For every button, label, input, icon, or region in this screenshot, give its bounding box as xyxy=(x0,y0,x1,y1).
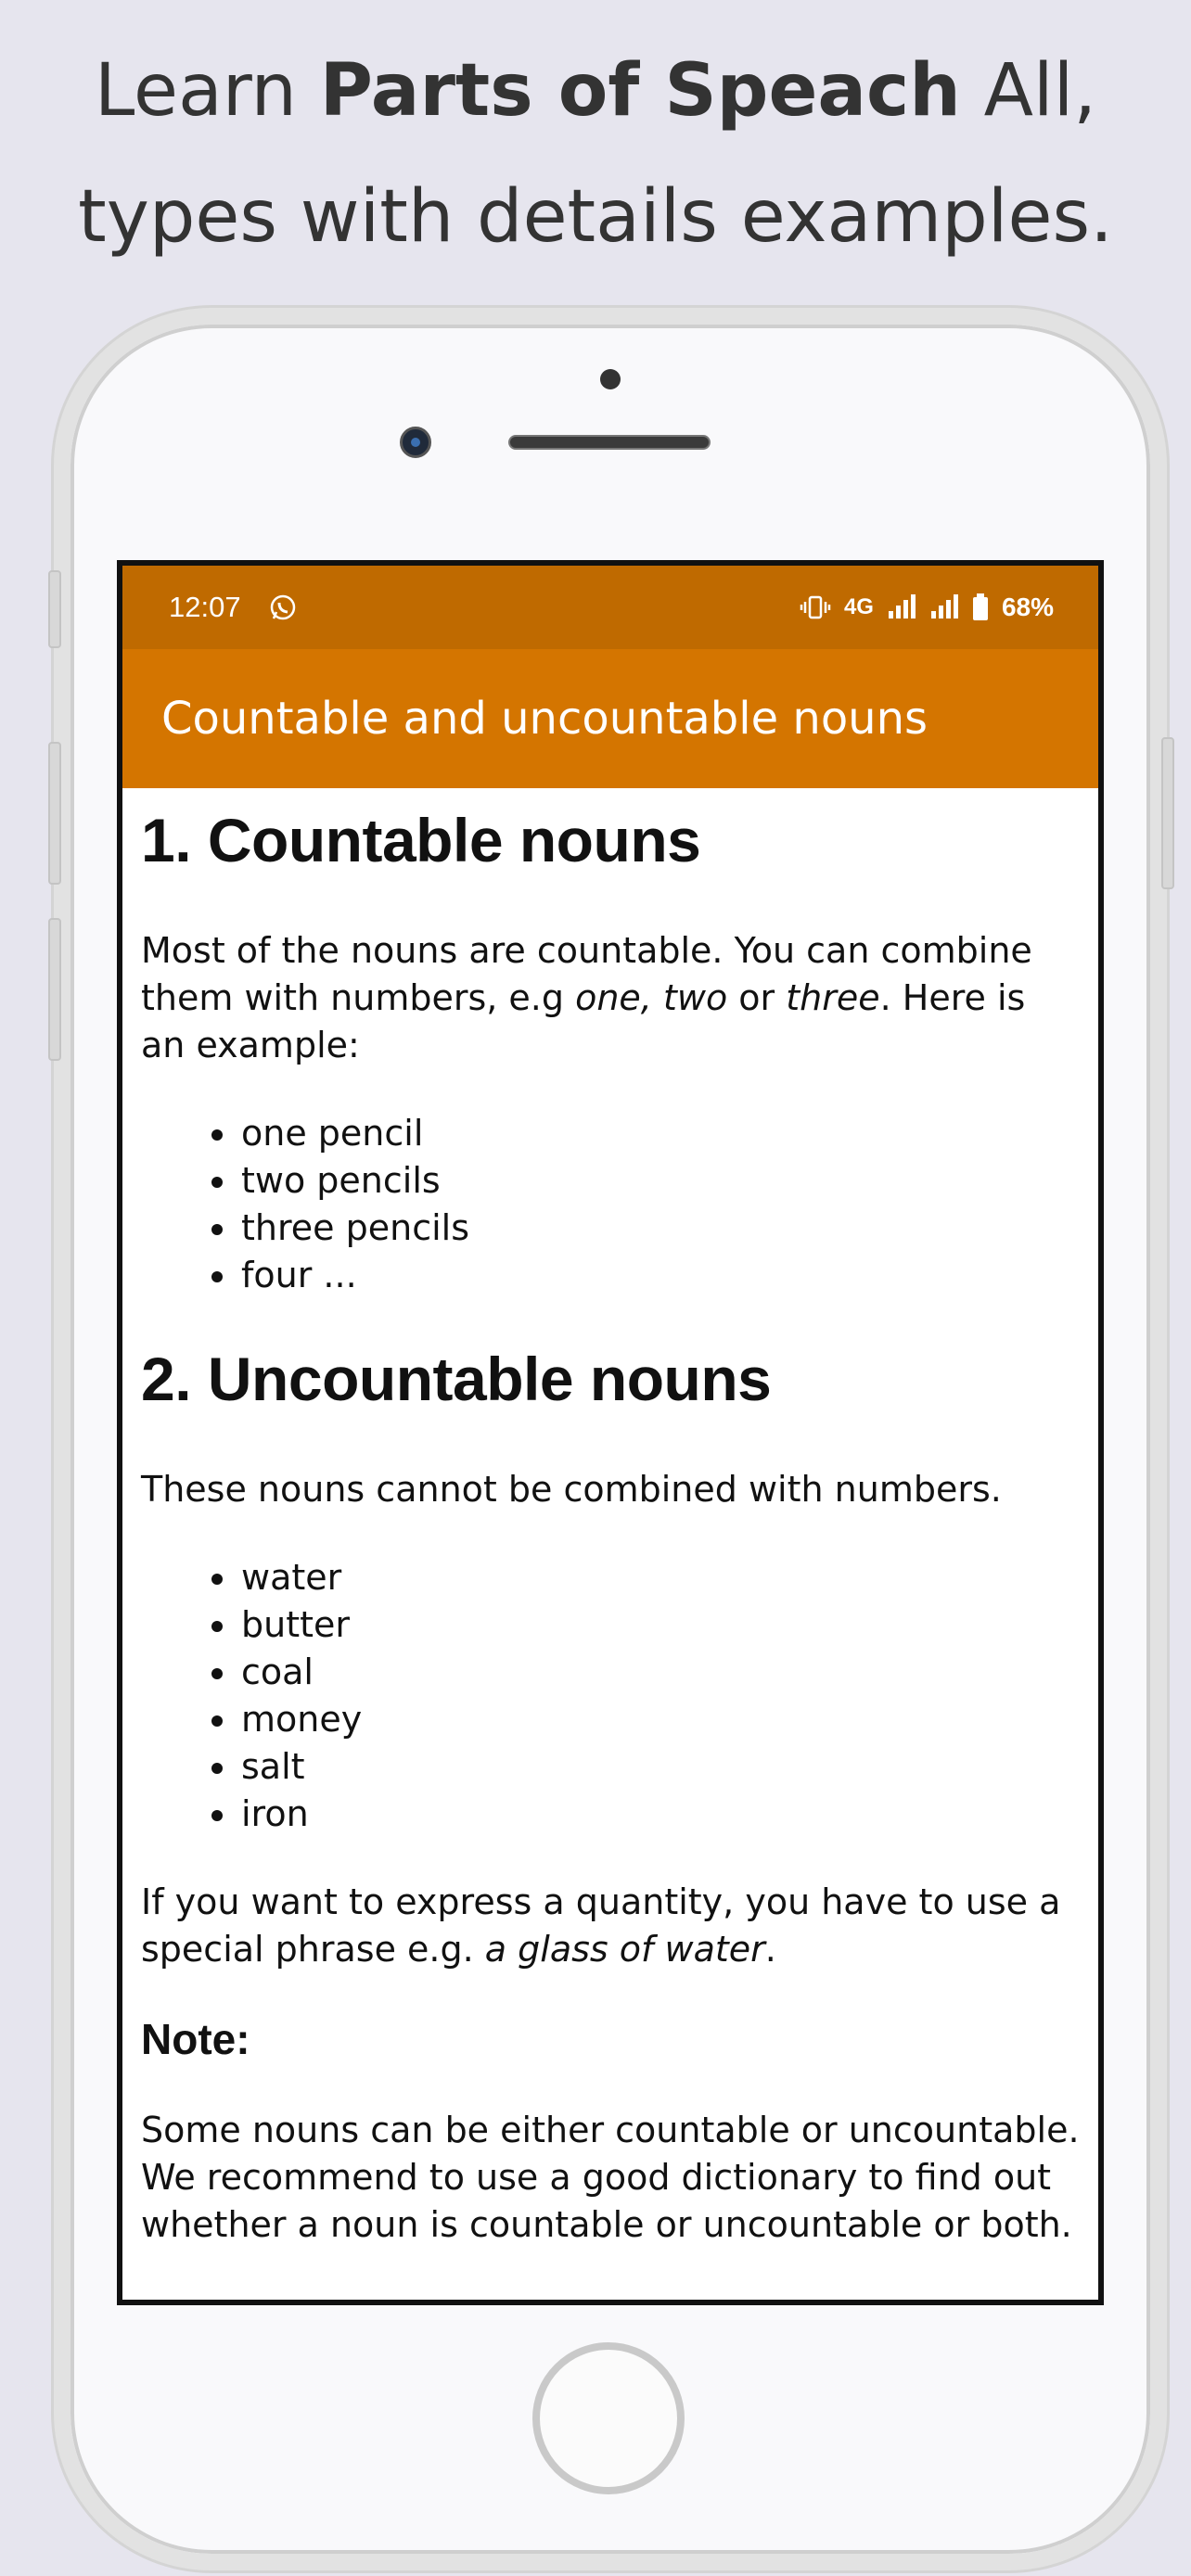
note-heading: Note: xyxy=(141,2015,250,2063)
uncountable-intro: These nouns cannot be combined with numbers. xyxy=(141,1469,1002,1510)
quantity-example-italic: a glass of water xyxy=(484,1929,765,1970)
quantity-period: . xyxy=(764,1929,776,1970)
vibrate-icon xyxy=(800,594,831,620)
countable-examples-list xyxy=(141,1110,1080,1299)
status-left xyxy=(169,591,297,624)
list-item: • money xyxy=(239,1696,1080,1743)
promo-line-2: types with details examples. xyxy=(78,175,1113,259)
signal-icon-2 xyxy=(929,594,959,620)
note-text: Some nouns can be either countable or uncountable. We recommend to use a good dictionary to find out whether a noun is countable or uncountable or both. xyxy=(141,2110,1080,2245)
promo-line-1-bold: Parts of Speach xyxy=(319,49,961,133)
section-heading-countable: 1. Countable nouns xyxy=(141,806,701,874)
list-item: • three pencils xyxy=(239,1205,1080,1252)
uncountable-examples-list xyxy=(141,1554,1080,1838)
earpiece-speaker xyxy=(508,435,711,450)
sensor-dot xyxy=(600,369,621,389)
status-bar xyxy=(122,566,1098,649)
app-bar xyxy=(122,649,1098,788)
battery-icon xyxy=(972,593,989,621)
list-item: • salt xyxy=(239,1743,1080,1791)
promo-line-1-prefix: Learn xyxy=(94,49,297,133)
list-item: • iron xyxy=(239,1791,1080,1838)
whatsapp-icon xyxy=(269,593,297,621)
list-item: • coal xyxy=(239,1649,1080,1696)
countable-intro-italic-2: three xyxy=(786,977,880,1018)
home-button[interactable] xyxy=(532,2342,685,2494)
app-bar-title: Countable and uncountable nouns xyxy=(161,693,928,745)
list-item: • water xyxy=(239,1554,1080,1601)
article-content xyxy=(122,788,1098,2249)
quantity-paragraph xyxy=(141,1879,1080,1973)
countable-intro-or: or xyxy=(727,977,787,1018)
phone-volume-down-button xyxy=(48,918,61,1061)
countable-intro-end: . Here is an example: xyxy=(141,977,1026,1065)
countable-intro-italic-1: one, two xyxy=(575,977,728,1018)
countable-intro-text: Most of the nouns are countable. You can combine them with numbers, e.g xyxy=(141,930,1032,1018)
promo-headline xyxy=(0,28,1191,280)
countable-intro xyxy=(141,927,1080,1069)
list-item: • one pencil xyxy=(239,1110,1080,1157)
section-heading-uncountable: 2. Uncountable nouns xyxy=(141,1345,772,1413)
front-camera xyxy=(400,427,431,458)
list-item: • butter xyxy=(239,1601,1080,1649)
network-type-label: 4G xyxy=(843,594,874,619)
phone-volume-up-button xyxy=(48,742,61,885)
promo-line-1 xyxy=(0,28,1191,154)
status-time: 12:07 xyxy=(169,591,241,623)
list-item: • four ... xyxy=(239,1252,1080,1299)
promo-line-1-suffix: All, xyxy=(983,49,1097,133)
quantity-text: If you want to express a quantity, you have to use a special phrase e.g. xyxy=(141,1881,1061,1970)
status-right xyxy=(800,593,1054,622)
battery-percentage: 68% xyxy=(1001,593,1054,621)
app-screen xyxy=(117,560,1104,2305)
phone-power-button xyxy=(1161,737,1174,889)
list-item: • two pencils xyxy=(239,1157,1080,1205)
signal-icon xyxy=(887,594,916,620)
phone-side-button xyxy=(48,570,61,648)
